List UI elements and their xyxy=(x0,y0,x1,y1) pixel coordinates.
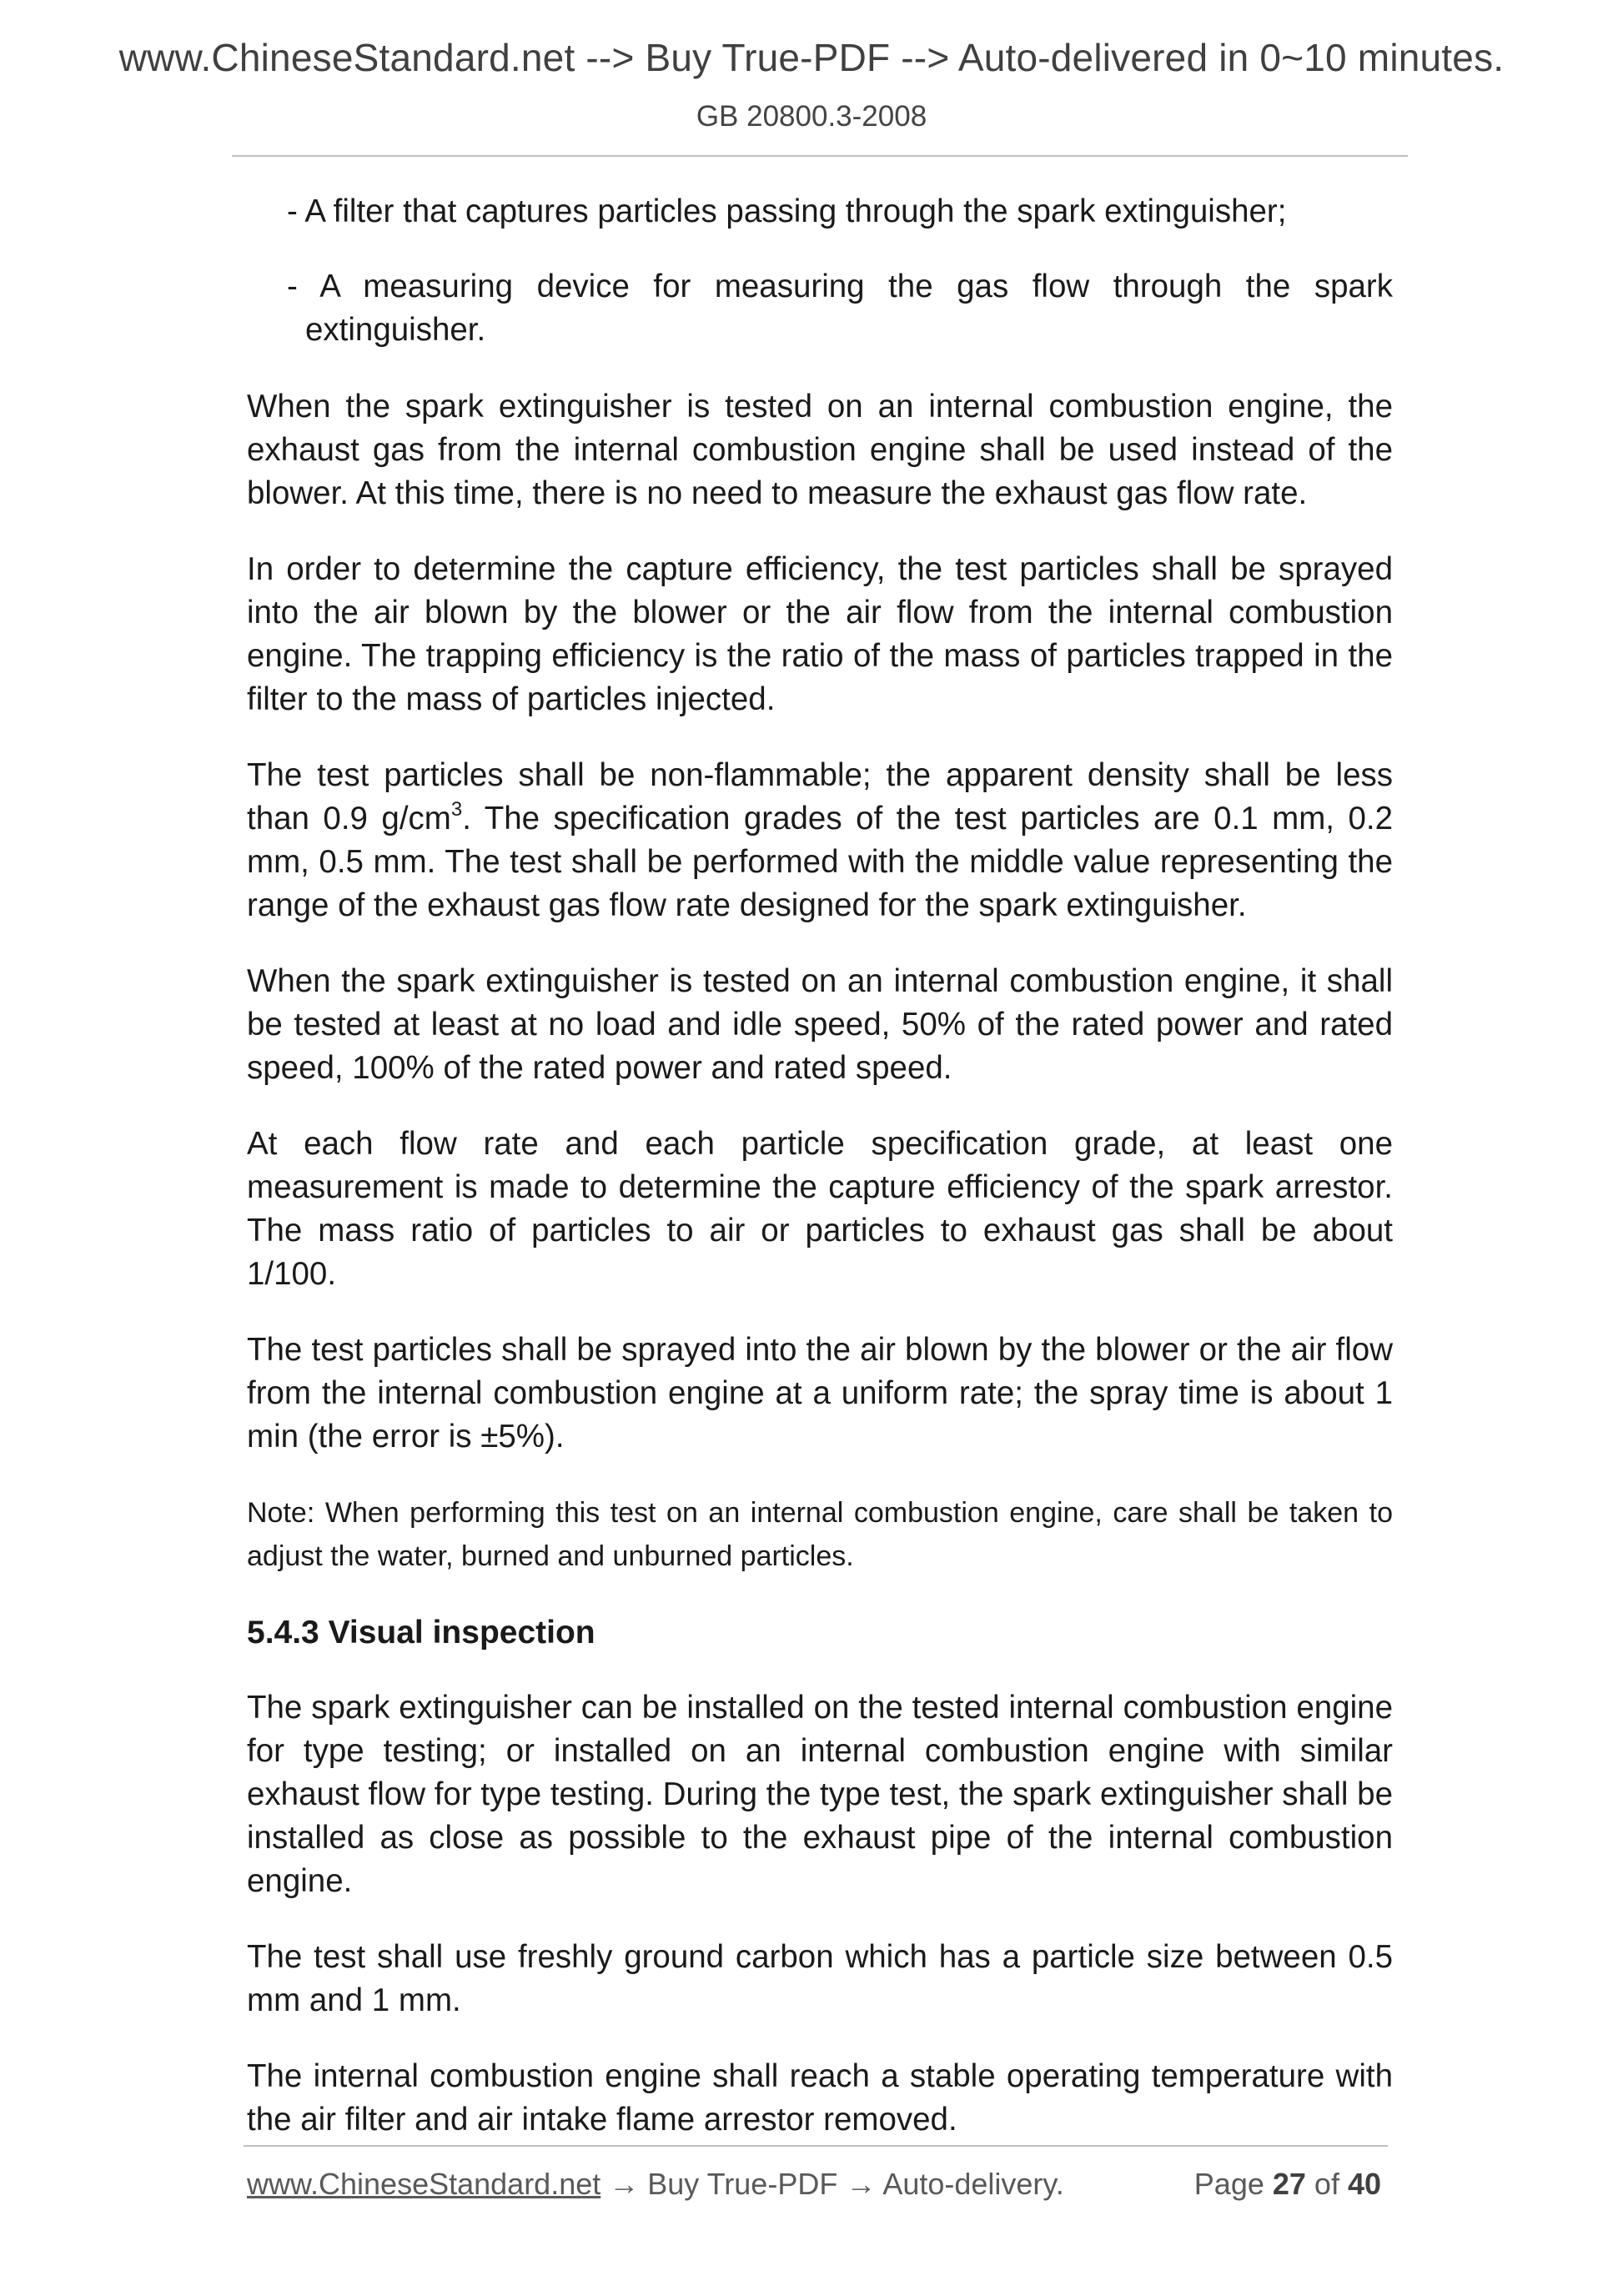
paragraph: At each flow rate and each particle specification grade, at least one measurement is made to determine the capture efficiency of the spark arrestor. The mass ratio of particles to air or particles to exhaust gas shall be about 1/100. xyxy=(247,1126,1393,1292)
paragraph: When the spark extinguisher is tested on an internal combustion engine, it shall be tested at least at no load and idle speed, 50% of the rated power and rated speed, 100% of the rated power and rated speed. xyxy=(247,963,1393,1086)
note: Note: When performing this test on an internal combustion engine, care shall be taken to adjust the water, burned and unburned particles. xyxy=(247,1497,1393,1572)
paragraph: The spark extinguisher can be installed on the tested internal combustion engine for type testing; or installed on an internal combustion engine with similar exhaust flow for type testing. During the type test, the spark extinguisher shall be installed as close as possible to the exhaust pipe of the internal combustion engine. xyxy=(247,1690,1393,1899)
paragraph-text: . The specification grades of the test particles are 0.1 mm, 0.2 mm, 0.5 mm. The test shall be performed with the middle value representing the range of the exhaust gas flow rate designed for the spark extinguisher. xyxy=(247,801,1394,923)
paragraph: The test particles shall be sprayed into the air blown by the blower or the air flow from the internal combustion engine at a uniform rate; the spray time is about 1 min (the error is ±5%). xyxy=(247,1332,1393,1454)
list-item: - A measuring device for measuring the gas flow through the spark extinguisher. xyxy=(287,269,1393,348)
standard-code: GB 20800.3-2008 xyxy=(696,100,927,133)
paragraph: When the spark extinguisher is tested on an internal combustion engine, the exhaust gas from the internal combustion engine shall be used instead of the blower. At this time, there is no need to measure the exhaust gas flow rate. xyxy=(247,389,1393,511)
page-indicator xyxy=(1194,2167,1381,2202)
header-banner: www.ChineseStandard.net --> Buy True-PDF --> Auto-delivered in 0~10 minutes. xyxy=(118,36,1505,79)
footer-tagline: → Buy True-PDF → Auto-delivery. xyxy=(600,2167,1064,2201)
paragraph-text: The test particles shall be non-flammable; the apparent density shall be less than 0.9 g/cm xyxy=(247,757,1393,837)
total-pages: 40 xyxy=(1347,2167,1381,2201)
list-item: - A filter that captures particles passing through the spark extinguisher; xyxy=(287,193,1287,229)
section-heading: 5.4.3 Visual inspection xyxy=(247,1615,595,1650)
footer-site-link[interactable]: www.ChineseStandard.net xyxy=(247,2167,601,2201)
paragraph: The internal combustion engine shall reach a stable operating temperature with the air filter and air intake flame arrestor removed. xyxy=(247,2058,1393,2138)
paragraph xyxy=(247,754,1393,927)
page-of-label: of xyxy=(1305,2167,1348,2201)
page-label: Page xyxy=(1193,2167,1273,2201)
paragraph: In order to determine the capture efficiency, the test particles shall be sprayed into the air blown by the blower or the air flow from the internal combustion engine. The trapping efficiency is the ratio of the mass of particles trapped in the filter to the mass of particles injected. xyxy=(247,551,1393,717)
page-number: 27 xyxy=(1272,2167,1306,2201)
footer-divider xyxy=(244,2145,1388,2147)
document-body xyxy=(247,190,1393,2174)
footer xyxy=(247,2167,1381,2202)
header-divider xyxy=(232,155,1408,157)
superscript: 3 xyxy=(450,798,463,821)
paragraph: The test shall use freshly ground carbon which has a particle size between 0.5 mm and 1 mm. xyxy=(247,1939,1393,2018)
